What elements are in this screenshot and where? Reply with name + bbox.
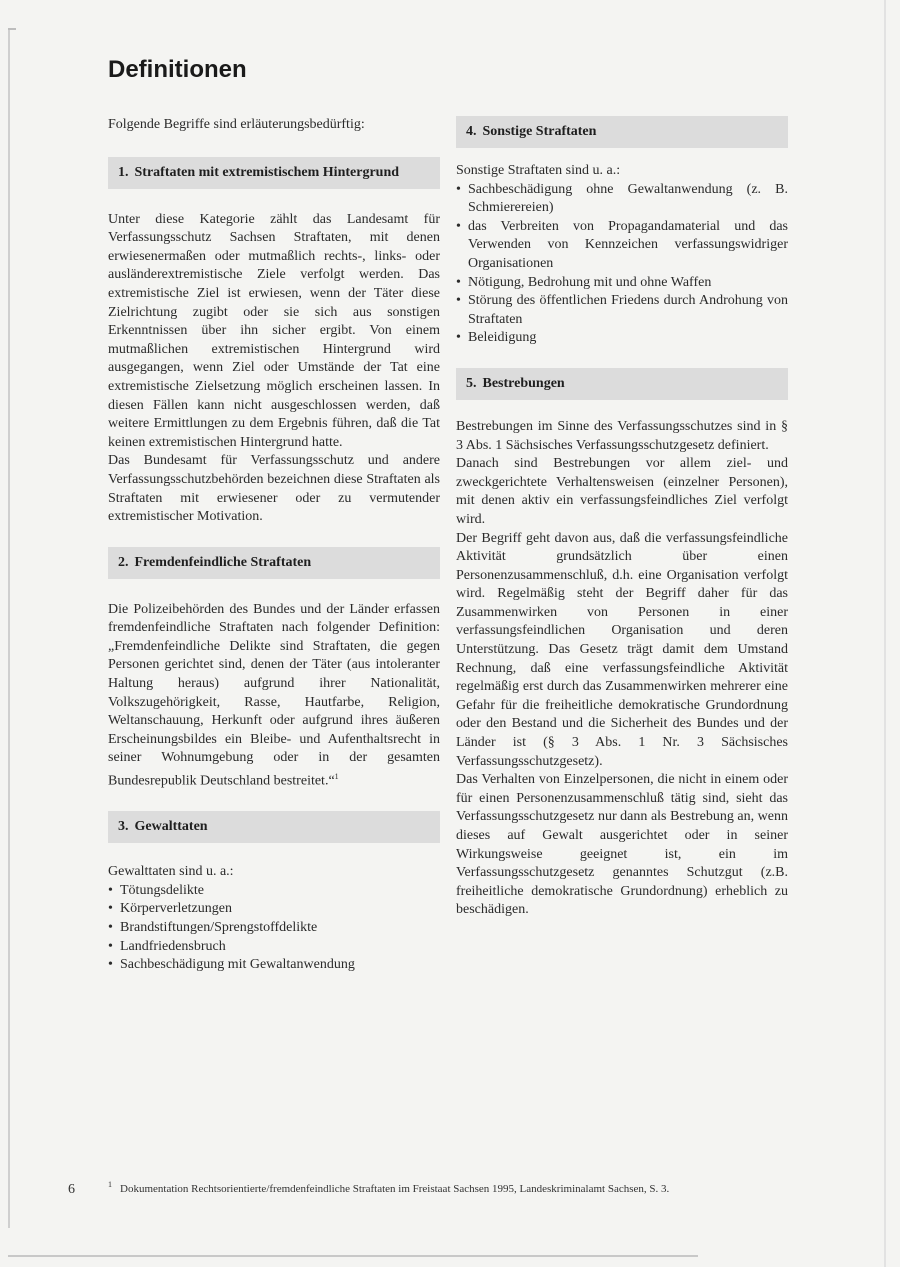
bullet-icon: • [108,920,113,936]
list-item-text: Körperverletzungen [120,901,232,917]
list-item [456,292,788,329]
section-number: 1. [118,164,129,180]
list-item [456,181,788,218]
section-heading-text: Straftaten mit extremistischem Hintergrund [134,164,400,180]
footnote-mark: 1 [108,1180,112,1189]
section-heading-text: Sonstige Straftaten [482,124,597,139]
bullet-icon: • [456,330,461,346]
section-heading-text: Bestrebungen [482,375,565,391]
section-heading-text: Gewalttaten [134,819,208,835]
definition-text: Die Polizeibehörden des Bundes und der Länder erfassen fremdenfeindliche Straftaten nach folgender Definition: „Fremdenfeindliche Delikte sind Straftaten, die gegen Personen gerichtet sind, denen der Täter (aus intoleranter Haltung heraus) aufgrund ihrer Nationalität, Volkszugehörigkeit, Rasse, Hautfarbe, Religion, Weltanschauung, Herkunft oder aufgrund ihres äußeren Erscheinungsbildes ein Bleibe- und Aufenthaltsrecht in seiner Wohnumgebung oder in der gesamten Bundesrepublik Deutschland bestreitet.“ [108,601,440,789]
list-item-text: Nötigung, Bedrohung mit und ohne Waffen [468,274,712,290]
list-item [456,218,788,274]
section-2-paragraph [108,601,440,792]
list-item-text: Beleidigung [468,330,537,346]
bullet-icon: • [456,293,461,309]
left-column [108,116,440,975]
list-item [456,274,788,293]
list-item-text: Brandstiftungen/Sprengstoffdelikte [120,920,318,936]
section-1-paragraph: Unter diese Kategorie zählt das Landesamt für Verfassungsschutz Sachsen Straftaten, mit denen erwiesenermaßen oder mutmaßlich rechts-, links- oder ausländerextremistische Ziele verfolgt werden. Das extremistische Ziel ist erwiesen, wenn der Täter diese Zielrichtung zugibt oder sie sich aus sonstigen Erkenntnissen über ihn sicher ergibt. Von einem mutmaßlichen extremistischen Hintergrund wird ausgegangen, wenn Ziel oder Umstände der Tat eine extremistische Zielsetzung möglich erscheinen lassen. In diesen Fällen kann nicht ausgeschlossen werden, daß weitere Ermittlungen zu dem Ergebnis führen, daß die Tat keinen extremistischen Hintergrund hatte. [108,211,440,450]
section-3-heading [108,811,440,843]
list-item-text: Tötungsdelikte [120,882,204,898]
section-number: 5. [466,375,477,391]
list-item [108,900,440,919]
bullet-icon: • [108,882,113,898]
section-heading-text: Fremdenfeindliche Straftaten [134,554,312,570]
bullet-icon: • [108,938,113,954]
section-5-paragraph: Das Verhalten von Einzelpersonen, die nicht in einem oder für einen Personenzusammenschluß tätig sind, sieht das Verfassungsschutzgesetz nur dann als Bestrebung an, wenn dieses auf Gewalt ausgerichtet oder in seiner Wirkungsweise geeignet ist, ein im Verfassungsschutzgesetz genanntes Schutzgut (z.B. freiheitliche demokratische Grundordnung) erheblich zu beschädigen. [456,772,788,918]
list-item [108,882,440,901]
section-4-list [456,181,788,348]
section-1-heading [108,157,440,189]
scan-edge-top [8,28,16,30]
section-number: 2. [118,554,129,570]
list-item [108,956,440,975]
footnote-text: Dokumentation Rechtsorientierte/fremdenfeindliche Straftaten im Freistaat Sachsen 1995, Landeskriminalamt Sachsen, S. 3. [120,1183,670,1195]
footnote-reference[interactable]: 1 [334,772,339,782]
scan-edge-right [884,0,886,1267]
section-1-paragraph: Das Bundesamt für Verfassungsschutz und andere Verfassungsschutzbehörden bezeichnen diese Straftaten als Straftaten mit erwiesener oder zu vermutender extremistischer Motivation. [108,453,440,525]
section-2-heading [108,547,440,579]
page-number: 6 [68,1182,75,1197]
intro-text: Folgende Begriffe sind erläuterungsbedürftig: [108,117,365,132]
section-5-paragraph: Bestrebungen im Sinne des Verfassungsschutzes sind in § 3 Abs. 1 Sächsisches Verfassungsschutzgesetz definiert. [456,418,788,453]
page-title: Definitionen [108,56,247,83]
section-3-lead: Gewalttaten sind u. a.: [108,864,234,880]
section-5-heading [456,368,788,400]
section-5-paragraph: Der Begriff geht davon aus, daß die verfassungsfeindliche Aktivität grundsätzlich über einen Personenzusammenschluß, d.h. eine Organisation verfolgt wird. Regelmäßig steht der Begriff daher für das Zusammenwirken von Personen in einer verfassungsfeindlichen Organisation und deren Unterstützung. Das Gesetz trägt damit dem Umstand Rechnung, daß eine verfassungsfeindliche Aktivität regelmäßig erst durch das Zusammenwirken mehrerer eine Gefahr für die freiheitliche demokratische Grundordnung oder den Bestand und die Sicherheit des Bundes und der Länder ist (§ 3 Abs. 1 Nr. 3 Sächsisches Verfassungsschutzgesetz). [456,530,788,769]
list-item [456,329,788,348]
right-column [456,116,788,920]
list-item [108,938,440,957]
section-number: 3. [118,819,129,835]
list-item-text: das Verbreiten von Propagandamaterial und das Verwenden von Kennzeichen verfassungswidriger Organisationen [468,218,788,271]
section-4-lead: Sonstige Straftaten sind u. a.: [456,163,621,178]
scan-edge-left [8,28,10,1228]
bullet-icon: • [456,274,461,290]
section-3-list [108,882,440,975]
bullet-icon: • [108,957,113,973]
list-item [108,919,440,938]
section-5-paragraph: Danach sind Bestrebungen vor allem ziel- und zweckgerichtete Verhaltensweisen (einzelner Personen), mit denen aktiv ein verfassungsfeindliches Ziel verfolgt wird. [456,456,788,527]
list-item-text: Sachbeschädigung ohne Gewaltanwendung (z. B. Schmierereien) [468,181,788,216]
section-number: 4. [466,124,477,139]
list-item-text: Landfriedensbruch [120,938,226,954]
scan-edge-bottom [8,1255,698,1257]
bullet-icon: • [108,901,113,917]
bullet-icon: • [456,181,461,197]
section-4-heading [456,116,788,148]
bullet-icon: • [456,218,461,234]
list-item-text: Sachbeschädigung mit Gewaltanwendung [120,957,355,973]
list-item-text: Störung des öffentlichen Friedens durch Androhung von Straftaten [468,293,788,327]
